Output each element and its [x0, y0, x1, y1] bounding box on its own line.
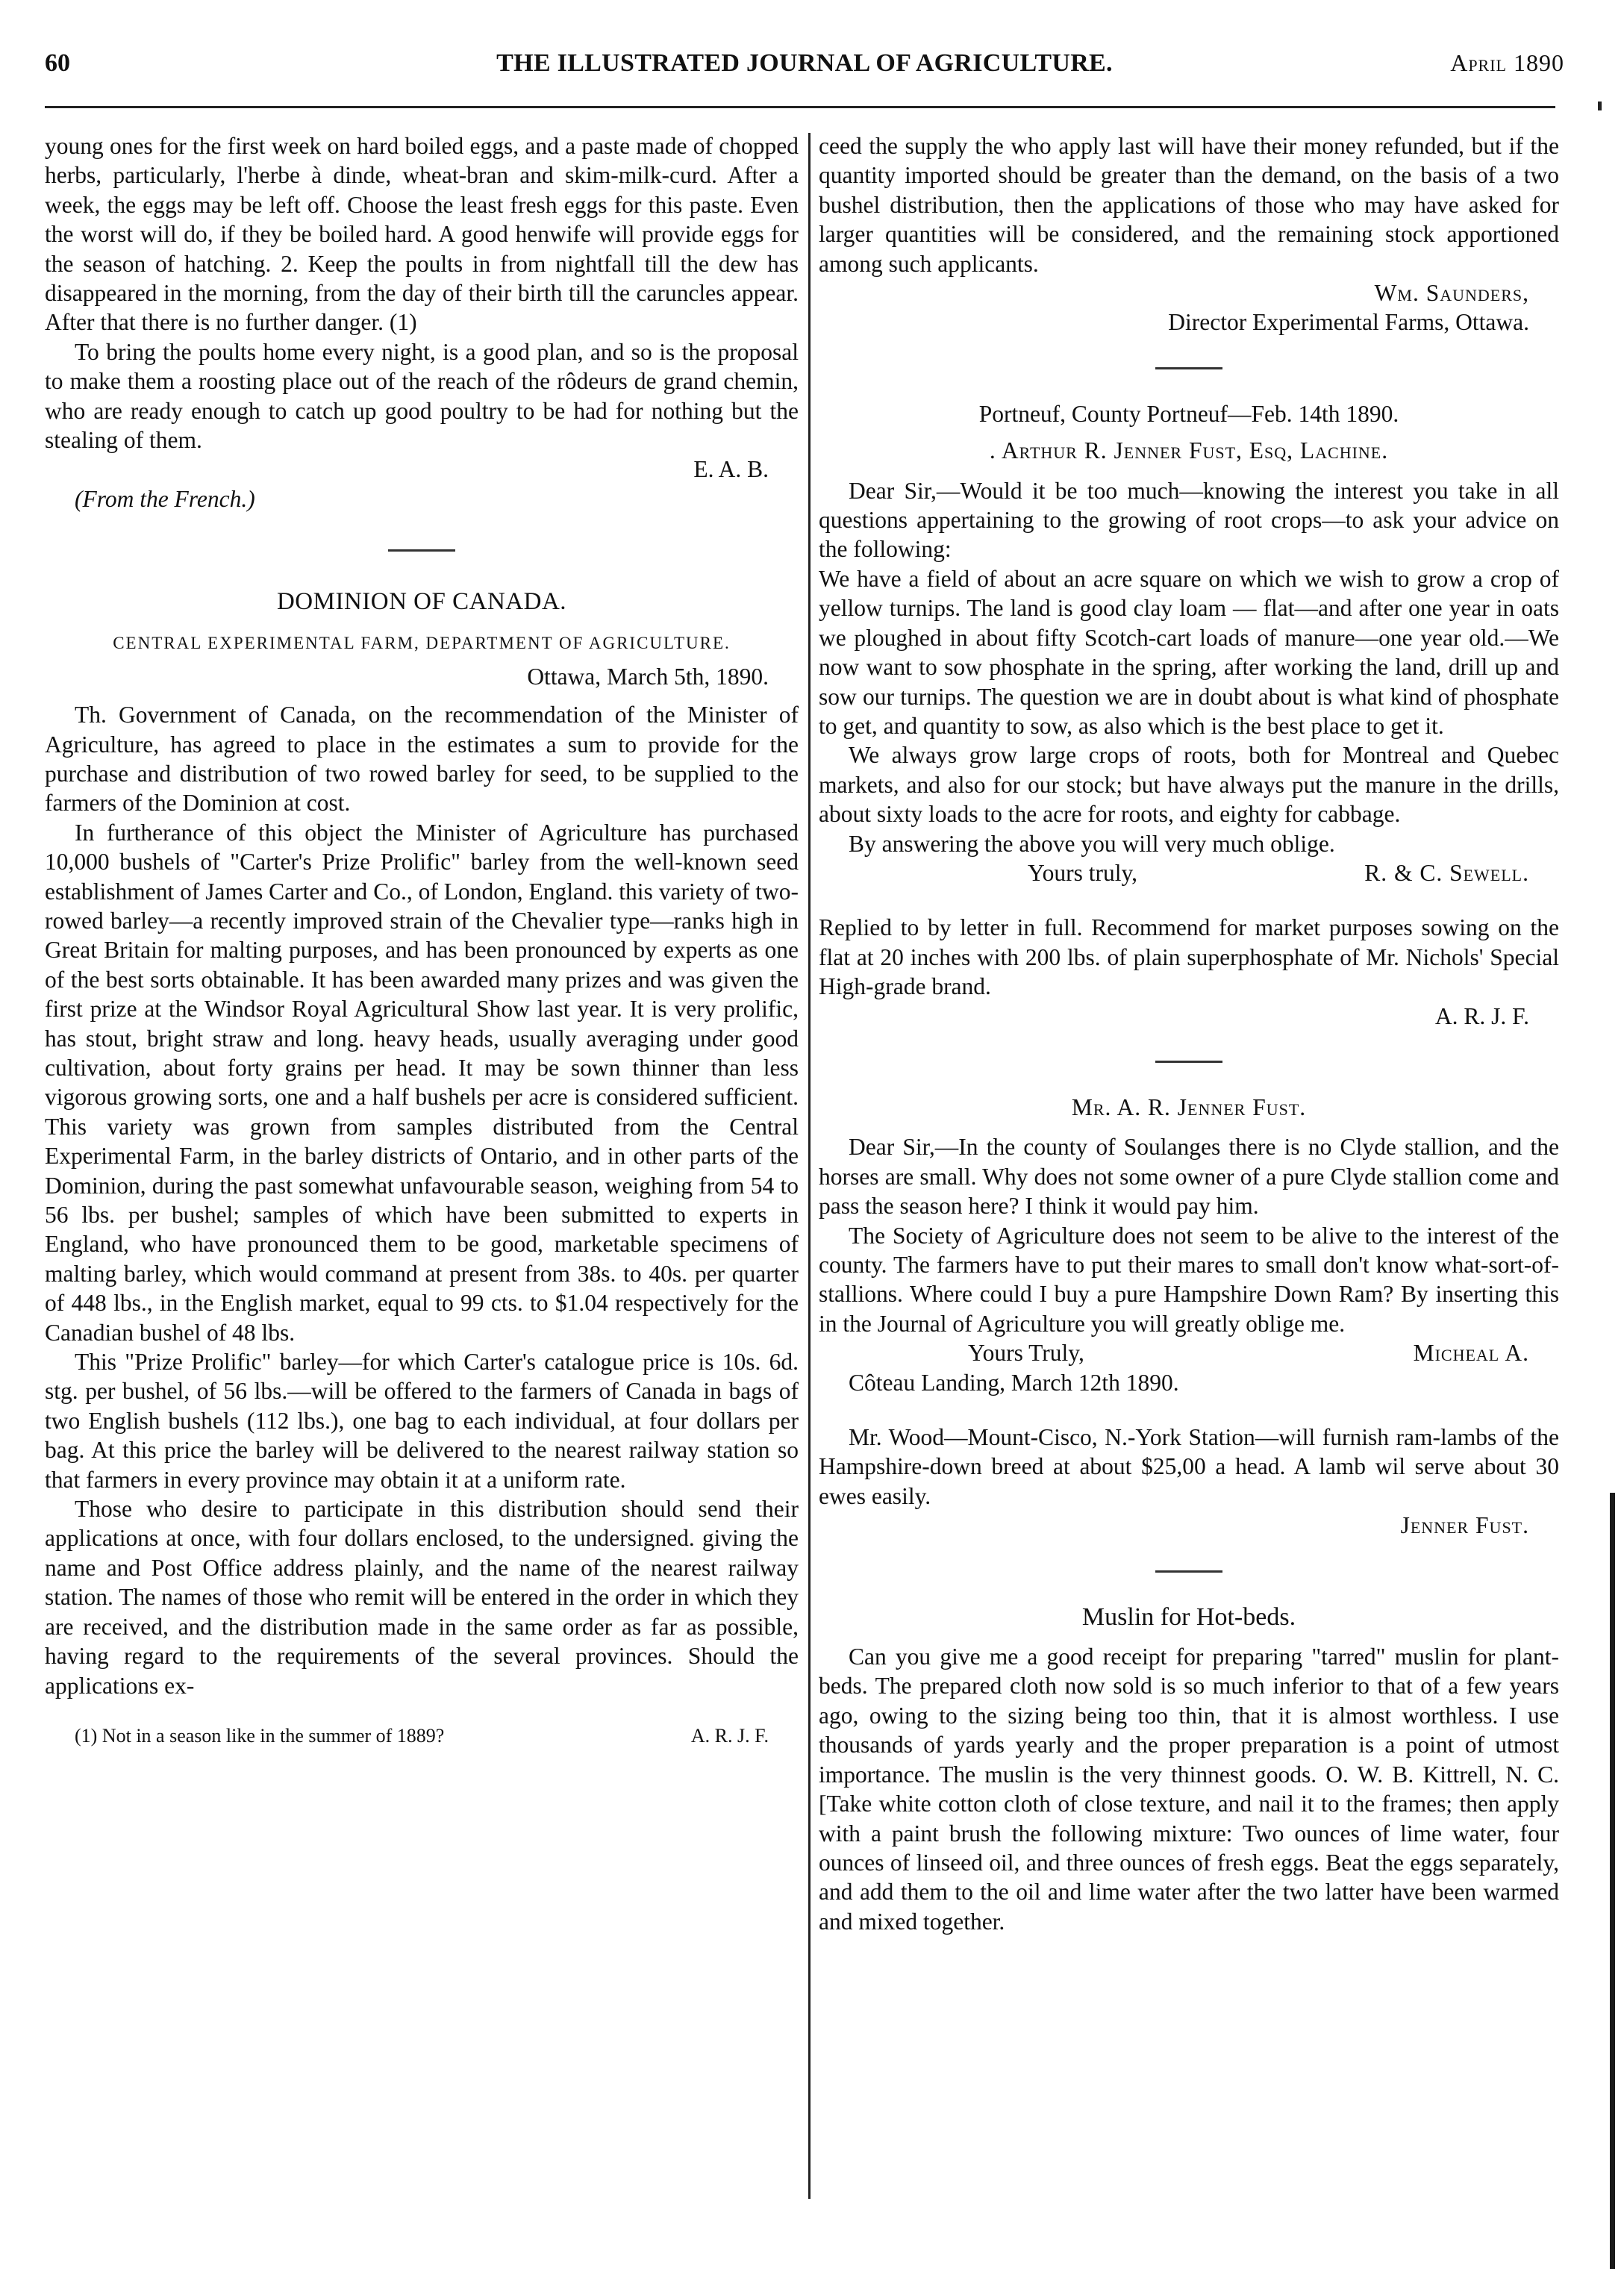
- wood-paragraph: Mr. Wood—Mount-Cisco, N.-York Station—will furnish ram-lambs of the Hampshire-down breed at about $25,00 a head. A lamb wil serve about 30 ewes easily.: [819, 1424, 1559, 1509]
- letter1-paragraph-3: We always grow large crops of roots, both for Montreal and Quebec markets, and also for our stock; but have always put the manure in the drills, about sixty loads to the acre for roots, and eighty for cabbage.: [819, 742, 1559, 828]
- continued-paragraph: ceed the supply the who apply last will have their money refunded, but if the quantity imported should be greater than the demand, on the basis of a two bushel distribution, then the applications of those who may have asked for larger quantities will be considered, and the remaining stock apportioned among such applicants.: [819, 133, 1559, 277]
- poultry-text: young ones for the first week on hard boiled eggs, and a paste made of chopped herbs, particularly, l'herbe à dinde, wheat-bran and skim-milk-curd. After a week, the eggs may be left off. Choose the least fresh eggs for this paste. Even the worst will do, if they be boiled hard. A good henwife will provide eggs for the season of hatching. 2. Keep the poults in from nightfall till the dew has disappeared in the morning, from the day of their birth till the caruncles appear. After that there is no further danger. (1): [45, 133, 799, 336]
- dominion-paragraph-3: This "Prize Prolific" barley—for which Carter's catalogue price is 10s. 6d. stg. per bushel, of 56 lbs.—will be offered to the farmers of Canada in bags of two English bushels (112 lbs.), one bag to each individual, at four dollars per bag. At this price the barley will be delivered to the nearest railway station so that farmers in every province may obtain it at a uniform rate.: [45, 1349, 799, 1493]
- letter1-paragraph-2: We have a field of about an acre square on which we wish to grow a crop of yellow turnips. The land is good clay loam — flat—and after one year in oats we ploughed in about fifty Scotch-cart loads of manure—one year old.—We now want to sow phosphate in the spring, after working the land, drill up and sow our turnips. The question we are in doubt about is what kind of phosphate to get, and quantity to sow, as also which is the best place to get it.: [819, 565, 1559, 739]
- page-number: 60: [45, 49, 70, 77]
- letter1-paragraph-4: By answering the above you will very much oblige.: [849, 830, 1335, 857]
- reply-text: Replied to by letter in full. Recommend for market purposes sowing on the flat at 20 inches with 200 lbs. of plain superphosphate of Mr. Nichols' Special High-grade brand.: [819, 914, 1559, 1000]
- page-edge-shadow: [1610, 1493, 1615, 2269]
- dominion-dateline: Ottawa, March 5th, 1890.: [527, 663, 769, 690]
- section-separator: [1155, 1570, 1222, 1573]
- reply-initials: A. R. J. F.: [1434, 1002, 1529, 1029]
- section-separator: [1155, 1061, 1222, 1063]
- issue-date: April 1890: [1450, 49, 1564, 76]
- poultry-text-continued: To bring the poults home every night, is a good plan, and so is the proposal to make them a roosting place out of the reach of the rôdeurs de grand chemin, who are ready enough to catch up good poultry to be had for nothing but the stealing of them.: [45, 338, 799, 454]
- footnote-text: (1) Not in a season like in the summer of 1889?: [75, 1724, 445, 1747]
- poultry-initials: E. A. B.: [693, 456, 769, 483]
- section-separator: [388, 549, 455, 552]
- running-head: [45, 49, 1564, 87]
- left-column: [45, 131, 799, 1748]
- letter1-closing: [819, 858, 1559, 887]
- letter1-addressee: . Arthur R. Jenner Fust, Esq, Lachine.: [989, 437, 1389, 464]
- edge-mark: [1598, 102, 1602, 110]
- right-column: [819, 131, 1559, 1936]
- wood-signature: Jenner Fust.: [1400, 1512, 1529, 1539]
- letter1-closing-text: Yours truly,: [1028, 859, 1138, 886]
- muslin-paragraph: Can you give me a good receipt for preparing "tarred" muslin for plant-beds. The prepared cloth now sold is so much inferior to that of a few years ago, owing to the sizing being too thin, that it is almost worthless. I use thousands of yards yearly and the proper preparation is a point of utmost importance. The muslin is the very thinnest goods. O. W. B. Kittrell, N. C. [Take white cotton cloth of close texture, and nail it to the frames; then apply with a paint brush the following mixture: Two ounces of lime water, four ounces of linseed oil, and three ounces of fresh eggs. Beat the eggs separately, and add them to the oil and lime water after the two latter have been warmed and mixed together.: [819, 1644, 1559, 1935]
- dominion-subheading: CENTRAL EXPERIMENTAL FARM, DEPARTMENT OF AGRICULTURE.: [113, 633, 731, 652]
- poultry-source: (From the French.): [75, 485, 255, 512]
- saunders-signature: Wm. Saunders,: [1374, 280, 1529, 307]
- journal-title: THE ILLUSTRATED JOURNAL OF AGRICULTURE.: [496, 49, 1113, 77]
- letter1-signature: R. & C. Sewell.: [1364, 859, 1529, 886]
- letter2-closing-text: Yours Truly,: [968, 1340, 1084, 1367]
- letter1-paragraph-1: Dear Sir,—Would it be too much—knowing the interest you take in all questions appertaining to the growing of root crops—to ask your advice on the following:: [819, 477, 1559, 563]
- letter2-closing: [819, 1338, 1559, 1367]
- dominion-paragraph-2: In furtherance of this object the Minister of Agriculture has purchased 10,000 bushels of "Carter's Prize Prolific" barley from the well-known seed establishment of James Carter and Co., of London, England. this variety of two-rowed barley—a recently improved strain of the Chevalier type—ranks high in Great Britain for malting purposes, and has been pronounced by experts as one of the best sorts obtainable. It has been awarded many prizes and was given the first prize at the Windsor Royal Agricultural Show last year. It is very prolific, has stout, bright straw and long. heavy heads, usually averaging under good cultivation, about forty grains per head. It may be sown thinner than less vigorous growing sorts, one and a half bushels per acre is considered sufficient. This variety was grown from samples distributed from the Central Experimental Farm, in the barley districts of Ontario, and in other parts of the Dominion, during the past somewhat unfavourable season, weighing from 54 to 56 lbs. per bushel; samples of which have been submitted to experts in England, who have pronounced them to be good, marketable specimens of malting barley, which would command at present from 38s. to 40s. per quarter of 448 lbs., in the English market, equal to 99 cts. to $1.04 respectively for the Canadian bushel of 48 lbs.: [45, 819, 799, 1346]
- letter2-signature: Micheal A.: [1413, 1340, 1529, 1367]
- saunders-title: Director Experimental Farms, Ottawa.: [1168, 309, 1529, 336]
- letter2-addressee: Mr. A. R. Jenner Fust.: [1071, 1093, 1307, 1120]
- letter2-place: Côteau Landing, March 12th 1890.: [849, 1369, 1179, 1396]
- dominion-heading: DOMINION OF CANADA.: [276, 588, 567, 616]
- letter2-paragraph-1: Dear Sir,—In the county of Soulanges there is no Clyde stallion, and the horses are small. Why does not some owner of a pure Clyde stallion come and pass the season here? I think it would pay him.: [819, 1134, 1559, 1220]
- footnote-initials: A. R. J. F.: [690, 1724, 769, 1747]
- footnote: [45, 1724, 799, 1748]
- letter2-paragraph-2: The Society of Agriculture does not seem to be alive to the interest of the county. The farmers have to put their mares to small don't know what-sort-of-stallions. Where could I buy a pure Hampshire Down Ram? By inserting this in the Journal of Agriculture you will greatly oblige me.: [819, 1222, 1559, 1337]
- muslin-heading: Muslin for Hot-beds.: [1081, 1602, 1296, 1631]
- dominion-paragraph-1: Th. Government of Canada, on the recommendation of the Minister of Agriculture, has agreed to place in the estimates a sum to provide for the purchase and distribution of two rowed barley for seed, to be supplied to the farmers of the Dominion at cost.: [45, 702, 799, 817]
- letter1-dateline: Portneuf, County Portneuf—Feb. 14th 1890.: [978, 400, 1399, 427]
- section-separator: [1155, 367, 1222, 369]
- column-divider: [808, 133, 811, 2199]
- header-rule: [45, 106, 1555, 108]
- dominion-paragraph-4: Those who desire to participate in this distribution should send their applications at once, with four dollars enclosed, to the undersigned. giving the name and Post Office address plainly, and the name of the nearest railway station. The names of those who remit will be entered in the order in which they are received, and the distribution made in the same order as far as possible, having regard to the requirements of the several provinces. Should the applications ex-: [45, 1496, 799, 1699]
